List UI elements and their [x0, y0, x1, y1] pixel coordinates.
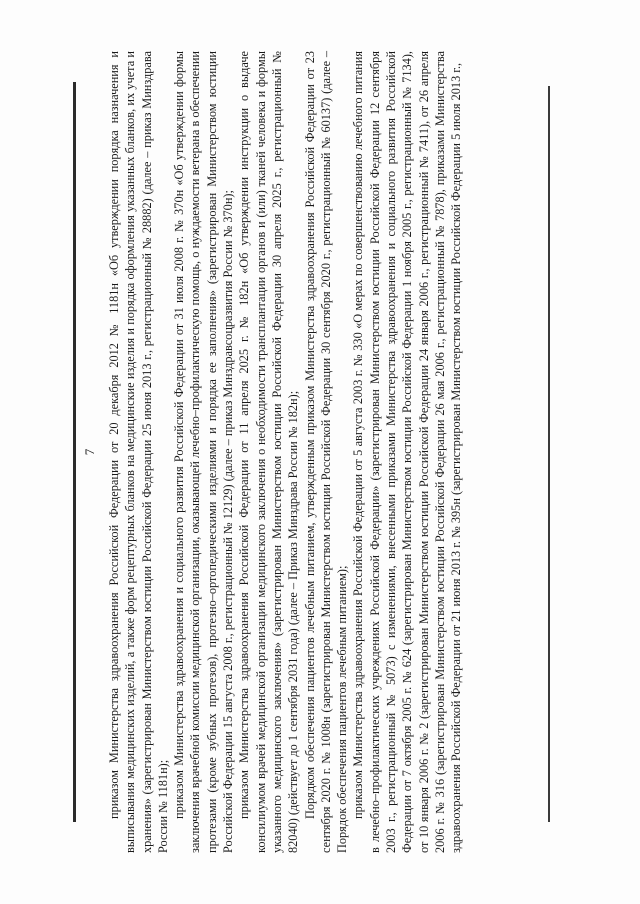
- paragraph-order-370n: приказом Министерства здравоохранения и социального развития Российской Федерации от 31 июля 2008 г. № 370н «Об утверждении формы заключения врачебной комиссии медицинской организации, оказывающей лечебно–профилактическую помощь, о нуждаемости ветерана в обеспечении протезами (кроме зубных протезов), протезно–ортопедическими изделиями и порядка ее заполнения» (зарегистрирован Министерством юстиции Российской Федерации 15 августа 2008 г., регистрационный № 12129) (далее – приказ Минздравсоцразвития России № 370н);: [172, 51, 236, 853]
- paragraph-therapeutic-nutrition: Порядком обеспечения пациентов лечебным питанием, утвержденным приказом Министерства здравоохранения Российской Федерации от 23 сентября 2020 г. № 1008н (зарегистрирован Министерством юстиции Российской Федерации 30 сентября 2020 г., регистрационный № 60137) (далее – Порядок обеспечения пациентов лечебным питанием);: [302, 51, 350, 853]
- page-number: 7: [82, 448, 97, 456]
- scan-edge-line: [73, 82, 76, 822]
- paragraph-order-330: приказом Министерства здравоохранения Российской Федерации от 5 августа 2003 г. № 330 «О мерах по совершенствованию лечебного питания в лечебно–профилактических учреждениях Российской Федерации» (зарегистрирован Министерством юстиции Российской Федерации 12 сентября 2003 г., регистрационный № 5073) с изменениями, внесенными приказами Министерства здравоохранения и социального развития Российской Федерации от 7 октября 2005 г. № 624 (зарегистрирован Министерством юстиции Российской Федерации 1 ноября 2005 г., регистрационный № 7134), от 10 января 2006 г. № 2 (зарегистрирован Министерством юстиции Российской Федерации 24 января 2006 г., регистрационный № 7411), от 26 апреля 2006 г. № 316 (зарегистрирован Министерством юстиции Российской Федерации 26 мая 2006 г., регистрационный № 7878), приказами Министерства здравоохранения Российской Федерации от 21 июня 2013 г. № 395н (зарегистрирован Министерством юстиции Российской Федерации 5 июля 2013 г.,: [351, 51, 464, 853]
- rotated-page-content: [80, 43, 560, 861]
- paragraph-order-1181n: приказом Министерства здравоохранения Российской Федерации от 20 декабря 2012 № 1181н «Об утверждении порядка назначения и выписывания медицинских изделий, а также форм рецептурных бланков на медицинские изделия и порядка оформления указанных бланков, их учета и хранения» (зарегистрирован Министерством юстиции Российской Федерации 25 июня 2013 г., регистрационный № 28882) (далее – приказ Минздрава России № 1181н);: [107, 51, 170, 853]
- paragraph-order-182n: приказом Министерства здравоохранения Российской Федерации от 11 апреля 2025 г. № 182н «Об утверждении инструкции о выдаче консилиумом врачей медицинской организации медицинского заключения о необходимости трансплантации органов и (или) тканей человека и формы указанного медицинского заключения» (зарегистрирован Министерством юстиции Российской Федерации 30 апреля 2025 г., регистрационный № 82040) (действует до 1 сентября 2031 года) (далее – Приказ Минздрава России № 182н);: [237, 51, 301, 853]
- document-body: [106, 51, 465, 853]
